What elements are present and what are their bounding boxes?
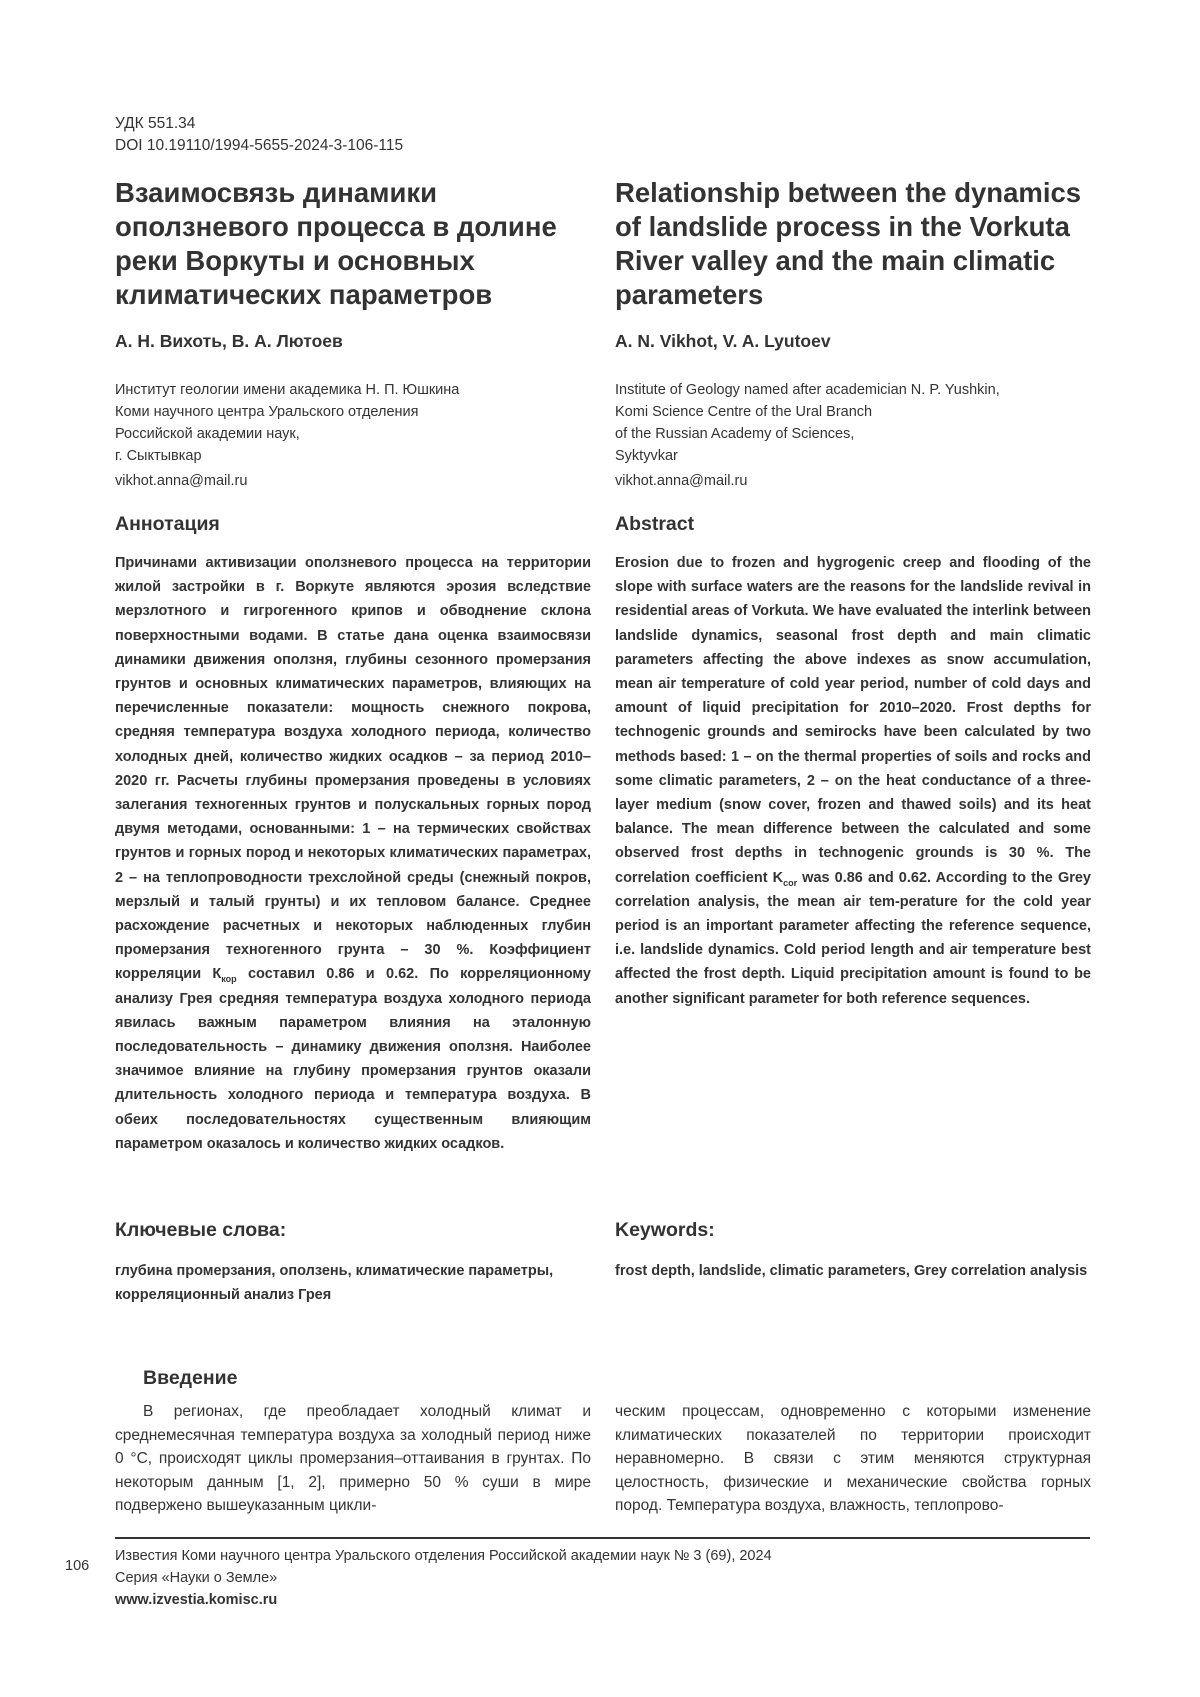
english-column bbox=[615, 176, 1091, 1283]
abstract-ru-subscript: кор bbox=[221, 974, 237, 985]
journal-series: Серия «Науки о Земле» bbox=[115, 1570, 278, 1586]
udc-code: УДК 551.34 bbox=[115, 115, 196, 132]
keywords-heading-en: Keywords: bbox=[615, 1219, 715, 1241]
abstract-heading-en: Abstract bbox=[615, 513, 695, 535]
footer-divider bbox=[115, 1537, 1090, 1539]
abstract-en-subscript: cor bbox=[783, 877, 798, 888]
affiliation-en: Institute of Geology named after academician N. P. Yushkin, Komi Science Centre of the Ural Branch of the Russian Academy of Sciences, Syktyvkar bbox=[615, 382, 1000, 464]
abstract-heading-ru: Аннотация bbox=[115, 513, 220, 535]
keywords-ru: глубина промерзания, оползень, климатические параметры, корреляционный анализ Грея bbox=[115, 1263, 554, 1303]
email-en: vikhot.anna@mail.ru bbox=[615, 473, 748, 489]
email-ru: vikhot.anna@mail.ru bbox=[115, 473, 248, 489]
authors-ru: А. Н. Вихоть, В. А. Лютоев bbox=[115, 331, 343, 351]
title-ru: Взаимосвязь динамики оползневого процесса в долине реки Воркуты и основных климатических параметров bbox=[115, 177, 557, 310]
article-identifiers bbox=[115, 113, 403, 157]
keywords-heading-ru: Ключевые слова: bbox=[115, 1219, 287, 1241]
title-en: Relationship between the dynamics of landslide process in the Vorkuta River valley and the main climatic parameters bbox=[615, 177, 1082, 310]
journal-name: Известия Коми научного центра Уральского отделения Российской академии наук № 3 (69), 2024 bbox=[115, 1548, 772, 1564]
journal-url: www.izvestia.komisc.ru bbox=[115, 1592, 278, 1608]
introduction-text-col2: ческим процессам, одновременно с которыми изменение климатических показателей по территории происходит неравномерно. В связи с этим меняются структурная целостность, физические и механические свойства горных пород. Температура воздуха, влажность, теплопрово- bbox=[615, 1403, 1091, 1514]
abstract-en bbox=[615, 551, 1091, 1211]
abstract-en-text-1: Erosion due to frozen and hygrogenic creep and flooding of the slope with surface waters are the reasons for the landslide revival in residential areas of Vorkuta. We have evaluated the interlink between landslide dynamics, seasonal frost depth and main climatic parameters affecting the above indexes as snow accumulation, mean air temperature of cold year period, number of cold days and amount of liquid precipitation for 2010–2020. Frost depths for technogenic grounds and semirocks have been calculated by two methods based: 1 – on the thermal properties of soils and rocks and some climatic parameters, 2 – on the heat conductance of a three-layer medium (snow cover, frozen and thawed soils) and its heat balance. The mean difference between the calculated and some observed frost depths in technogenic grounds is 30 %. The correlation coefficient K bbox=[615, 555, 1091, 886]
introduction-text-col1: В регионах, где преобладает холодный климат и среднемесячная температура воздуха за холодный период ниже 0 °C, происходят циклы промерзания–оттаивания в грунтах. По некоторым данным [1, 2], примерно 50 % суши в мире подвержено вышеуказанным цикли- bbox=[115, 1403, 591, 1514]
abstract-en-text-2: was 0.86 and 0.62. According to the Grey correlation analysis, the mean air tem-perature for the cold year period is an important parameter affecting the reference sequence, i.e. landslide dynamics. Cold period length and air temperature best affected the frost depth. Liquid precipitation amount is found to be another significant parameter for both reference sequences. bbox=[615, 869, 1091, 1007]
abstract-ru-text-1: Причинами активизации оползневого процесса на территории жилой застройки в г. Воркуте являются эрозия вследствие мерзлотного и гигрогенного крипов и обводнение склона поверхностными водами. В статье дана оценка взаимосвязи динамики движения оползня, глубины сезонного промерзания грунтов и основных климатических параметров, влияющих на перечисленные показатели: мощность снежного покрова, средняя температура воздуха холодного периода, количество холодных дней, количество жидких осадков – за период 2010–2020 гг. Расчеты глубины промерзания проведены в условиях залегания техногенных грунтов и полускальных горных пород двумя методами, основанными: 1 – на термических свойствах грунтов и горных пород и некоторых климатических параметрах, 2 – на теплопроводности трехслойной среды (снежный покров, мерзлый и талый грунты) и их тепловом балансе. Среднее расхождение расчетных и некоторых наблюденных глубин промерзания техногенного грунта – 30 %. Коэффициент корреляции К bbox=[115, 555, 591, 983]
keywords-en: frost depth, landslide, climatic parameters, Grey correlation analysis bbox=[615, 1263, 1088, 1279]
abstract-ru-text-2: составил 0.86 и 0.62. По корреляционному анализу Грея средняя температура воздуха холодного периода явилась важным параметром влияния на эталонную последовательность – динамику движения оползня. Наиболее значимое влияние на глубину промерзания грунтов оказали длительность холодного периода и температура воздуха. В обеих последовательностях существенным влияющим параметром оказалось и количество жидких осадков. bbox=[115, 966, 591, 1152]
affiliation-ru: Институт геологии имени академика Н. П. Юшкина Коми научного центра Уральского отделения Российской академии наук, г. Сыктывкар bbox=[115, 382, 460, 464]
authors-en: A. N. Vikhot, V. A. Lyutoev bbox=[615, 331, 831, 351]
journal-footer bbox=[115, 1545, 772, 1611]
introduction-heading: Введение bbox=[143, 1367, 238, 1389]
doi: DOI 10.19110/1994-5655-2024-3-106-115 bbox=[115, 137, 404, 154]
russian-column bbox=[115, 176, 591, 1307]
page-number: 106 bbox=[65, 1558, 90, 1574]
abstract-ru bbox=[115, 551, 591, 1211]
